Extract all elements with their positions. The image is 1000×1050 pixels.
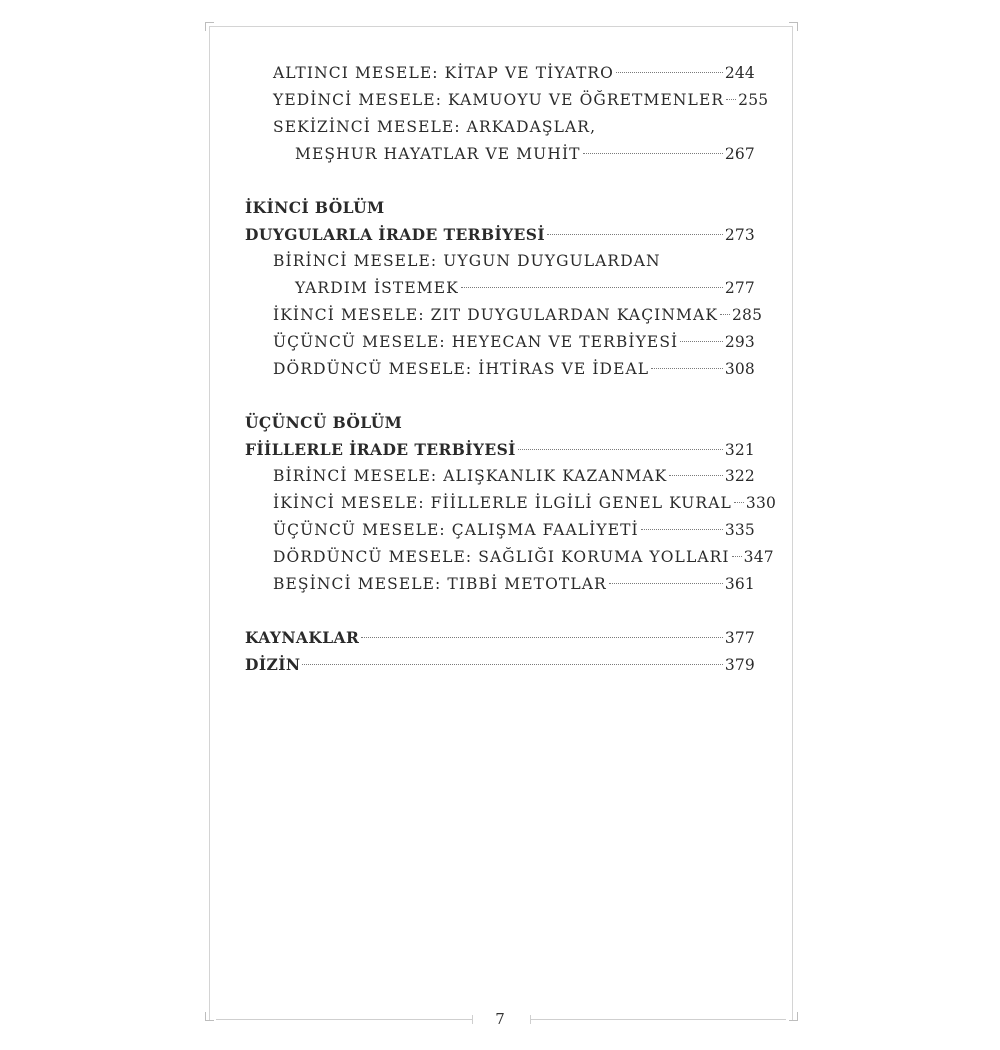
toc-back-matter-entry[interactable] <box>245 624 755 651</box>
dot-leader <box>361 637 723 638</box>
toc-entry-page: 361 <box>724 575 755 593</box>
toc-entry-label: YEDİNCİ MESELE: KAMUOYU VE ÖĞRETMENLER <box>273 91 725 109</box>
toc-entry-label: DÖRDÜNCÜ MESELE: SAĞLIĞI KORUMA YOLLARI <box>273 548 730 566</box>
toc-entry[interactable] <box>245 517 755 544</box>
dot-leader <box>616 72 723 73</box>
toc-entry-label-continuation: YARDIM İSTEMEK <box>295 279 459 297</box>
toc-entry-page: 273 <box>724 226 755 244</box>
toc-entry-page: 321 <box>724 441 755 459</box>
part-heading-label: ÜÇÜNCÜ BÖLÜM <box>245 413 403 432</box>
toc-entry[interactable] <box>245 302 763 329</box>
toc-entry-page: 308 <box>724 360 755 378</box>
corner-ornament <box>205 1012 214 1021</box>
part-heading-label: İKİNCİ BÖLÜM <box>245 198 385 217</box>
toc-entry-label: BİRİNCİ MESELE: UYGUN DUYGULARDAN <box>273 252 661 270</box>
toc-entry-label: DÖRDÜNCÜ MESELE: İHTİRAS VE İDEAL <box>273 360 650 378</box>
toc-entry-page: 335 <box>724 521 755 539</box>
footer-rule <box>216 1019 472 1020</box>
toc-entry-page: 379 <box>724 656 755 674</box>
dot-leader <box>732 556 742 557</box>
toc-entry-label: BEŞİNCİ MESELE: TIBBİ METOTLAR <box>273 575 607 593</box>
toc-entry-label: DUYGULARLA İRADE TERBİYESİ <box>245 225 546 244</box>
toc-entry-label: SEKİZİNCİ MESELE: ARKADAŞLAR, <box>273 118 597 136</box>
toc-entry[interactable] <box>245 356 755 383</box>
dot-leader <box>461 287 723 288</box>
toc-entry[interactable] <box>245 329 755 356</box>
dot-leader <box>302 664 722 665</box>
toc-entry-page: 244 <box>724 64 755 82</box>
toc-entry[interactable] <box>245 463 755 490</box>
corner-ornament <box>789 22 798 31</box>
corner-ornament <box>205 22 214 31</box>
dot-leader <box>651 368 723 369</box>
toc-entry-label: İKİNCİ MESELE: ZIT DUYGULARDAN KAÇINMAK <box>273 306 718 324</box>
toc-part-title[interactable] <box>245 436 755 463</box>
dot-leader <box>609 583 723 584</box>
toc-entry-page: 293 <box>724 333 755 351</box>
toc-entry[interactable] <box>245 60 755 87</box>
corner-ornament <box>789 1012 798 1021</box>
toc-entry-label: İKİNCİ MESELE: FİİLLERLE İLGİLİ GENEL KURAL <box>273 494 732 512</box>
toc-entry[interactable] <box>245 87 769 114</box>
toc-entry-page: 377 <box>724 629 755 647</box>
toc-entry-label: ALTINCI MESELE: KİTAP VE TİYATRO <box>273 64 614 82</box>
dot-leader <box>726 99 736 100</box>
part-heading <box>245 194 755 221</box>
dot-leader <box>547 234 723 235</box>
toc-entry-page: 255 <box>738 91 769 109</box>
toc-entry[interactable] <box>245 490 777 517</box>
toc-entry-page: 285 <box>732 306 763 324</box>
footer-rule <box>530 1019 786 1020</box>
dot-leader <box>641 529 723 530</box>
toc-entry[interactable] <box>245 571 755 598</box>
dot-leader <box>583 153 723 154</box>
toc-entry-label: KAYNAKLAR <box>245 628 360 647</box>
toc-entry[interactable] <box>245 544 774 571</box>
dot-leader <box>680 341 723 342</box>
dot-leader <box>734 502 744 503</box>
part-heading <box>245 409 755 436</box>
page-number: 7 <box>495 1010 505 1028</box>
dot-leader <box>720 314 730 315</box>
toc-entry-label: FİİLLERLE İRADE TERBİYESİ <box>245 440 516 459</box>
toc-entry-first-line[interactable] <box>245 248 755 275</box>
footer-rule-cap <box>530 1015 531 1024</box>
toc-entry-label: ÜÇÜNCÜ MESELE: ÇALIŞMA FAALİYETİ <box>273 521 639 539</box>
toc-entry-page: 277 <box>724 279 755 297</box>
toc-entry-label: ÜÇÜNCÜ MESELE: HEYECAN VE TERBİYESİ <box>273 333 679 351</box>
table-of-contents <box>245 60 777 678</box>
footer-rule-cap <box>472 1015 473 1024</box>
toc-entry-label: BİRİNCİ MESELE: ALIŞKANLIK KAZANMAK <box>273 467 668 485</box>
toc-back-matter-entry[interactable] <box>245 651 755 678</box>
toc-entry[interactable] <box>245 141 755 168</box>
toc-entry[interactable] <box>245 275 755 302</box>
toc-entry-page: 347 <box>743 548 774 566</box>
toc-entry-label-continuation: MEŞHUR HAYATLAR VE MUHİT <box>295 145 581 163</box>
toc-entry-page: 322 <box>724 467 755 485</box>
toc-entry-first-line[interactable] <box>245 114 755 141</box>
toc-entry-label: DİZİN <box>245 655 301 674</box>
toc-entry-page: 267 <box>724 145 755 163</box>
toc-entry-page: 330 <box>745 494 777 512</box>
dot-leader <box>669 475 722 476</box>
toc-part-title[interactable] <box>245 221 755 248</box>
dot-leader <box>518 449 723 450</box>
